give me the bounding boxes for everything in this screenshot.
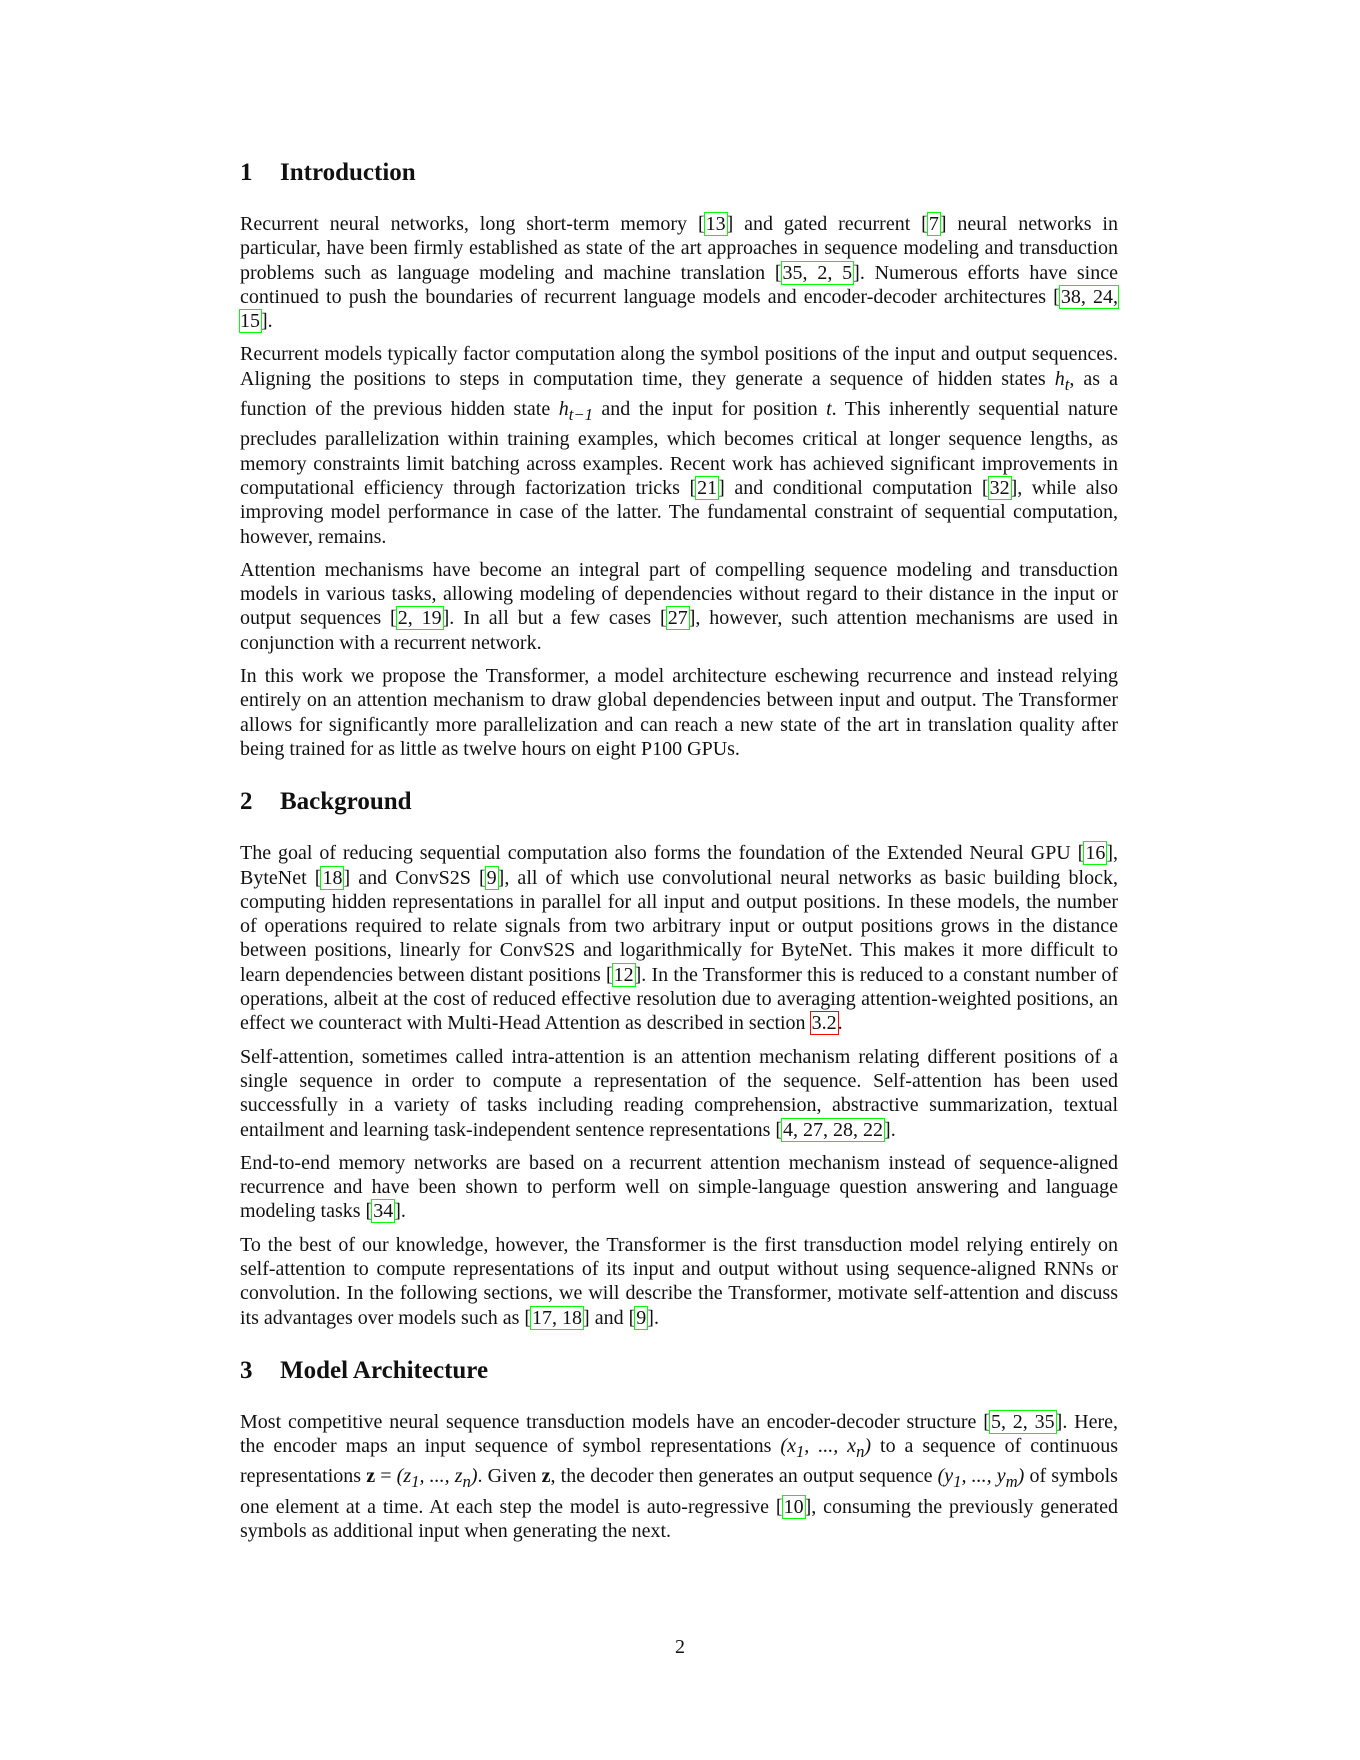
citation-link[interactable]: 9 <box>636 1306 647 1329</box>
citation-link[interactable]: 35, 2, 5 <box>782 261 853 284</box>
citation[interactable]: [9] <box>628 1306 654 1329</box>
citation[interactable]: [7] <box>921 213 947 235</box>
citation-link[interactable]: 13 <box>705 213 726 235</box>
paragraph: The goal of reducing sequential computation also forms the foundation of the Extended Neural GPU [16], ByteNet [18] and ConvS2S [9], all of which use convolutional neural networks as basic building block, computing hidden representations in parallel for all input and output positions. In these models, the number of operations required to relate signals from two arbitrary input or output positions grows in the distance between positions, linearly for ConvS2S and logarithmically for ByteNet. This makes it more difficult to learn dependencies between distant positions [12]. In the Transformer this is reduced to a constant number of operations, albeit at the cost of reduced effective resolution due to averaging attention-weighted positions, an effect we counteract with Multi-Head Attention as described in section 3.2. <box>240 842 1118 1035</box>
citation[interactable]: [18] <box>314 866 351 889</box>
citation[interactable]: [35, 2, 5] <box>774 261 860 284</box>
citation[interactable]: [32] <box>981 476 1018 499</box>
section-body-introduction <box>240 212 1118 761</box>
math-subscript: t−1 <box>568 405 593 425</box>
section-number: 1 <box>240 159 253 186</box>
math-subscript: m <box>1005 1472 1018 1492</box>
section-title: Background <box>280 788 412 816</box>
citation-link[interactable]: 27 <box>667 607 688 630</box>
citation[interactable]: [13] <box>697 213 734 235</box>
math-vector: z <box>366 1465 376 1488</box>
citation[interactable]: [4, 27, 28, 22] <box>775 1118 891 1141</box>
math-expression: ($z_1$, ..., $z_n$) <box>396 1465 478 1492</box>
paragraph: Attention mechanisms have become an integral part of compelling sequence modeling and transduction models in various tasks, allowing modeling of dependencies without regard to their distance in the input or output sequences [2, 19]. In all but a few cases [27], however, such attention mechanisms are used in conjunction with a recurrent network. <box>240 558 1119 654</box>
math-subscript: t <box>1064 374 1070 394</box>
math-subscript: n <box>856 1442 865 1462</box>
page-number: 2 <box>675 1636 685 1658</box>
section-title: Introduction <box>280 159 416 186</box>
citation-link[interactable]: 17, 18 <box>532 1306 583 1329</box>
citation-link[interactable]: 4, 27, 28, 22 <box>783 1118 884 1141</box>
section-number: 3 <box>240 1356 253 1384</box>
section-body-background <box>240 841 1118 1330</box>
section-heading-model-architecture <box>240 1356 1118 1386</box>
math-vector: z <box>541 1465 551 1488</box>
citation[interactable]: [17, 18] <box>524 1306 590 1329</box>
math-subscript: 1 <box>411 1472 420 1492</box>
citation[interactable]: [9] <box>478 866 505 889</box>
paragraph: In this work we propose the Transformer, a model architecture eschewing recurrence and instead relying entirely on an attention mechanism to draw global dependencies between input and output. The Transformer allows for significantly more parallelization and can reach a new state of the art in translation quality after being trained for as little as twelve hours on eight P100 GPUs. <box>240 665 1118 760</box>
section-body-model-architecture <box>240 1410 1118 1543</box>
citation[interactable]: [12] <box>605 963 642 986</box>
paragraph: To the best of our knowledge, however, the Transformer is the first transduction model relying entirely on self-attention to compute representations of its input and output without using sequence-aligned RNNs or convolution. In the following sections, we will describe the Transformer, motivate self-attention and discuss its advantages over models such as [17, 18] and [9]. <box>240 1233 1118 1329</box>
math-expression: $h_t$ <box>1054 367 1070 394</box>
paper-page <box>240 150 1118 1552</box>
paragraph: End-to-end memory networks are based on a recurrent attention mechanism instead of sequence-aligned recurrence and have been shown to perform well on simple-language question answering and language modeling tasks [34]. <box>240 1151 1118 1223</box>
citation[interactable]: [2, 19] <box>390 607 450 630</box>
citation[interactable]: [5, 2, 35] <box>983 1410 1063 1433</box>
math-subscript: n <box>462 1472 471 1492</box>
citation-link[interactable]: 2, 19 <box>397 607 442 630</box>
citation-link[interactable]: 18 <box>322 866 343 889</box>
citation-link[interactable]: 21 <box>697 476 718 499</box>
section-number: 2 <box>240 788 253 816</box>
citation[interactable]: [21] <box>689 476 725 499</box>
citation-link[interactable]: 16 <box>1085 842 1106 865</box>
math-subscript: 1 <box>795 1442 805 1462</box>
citation[interactable]: [27] <box>660 607 696 630</box>
citation-link[interactable]: 7 <box>928 213 939 235</box>
citation-link[interactable]: 32 <box>989 476 1010 499</box>
paragraph: Recurrent models typically factor computation along the symbol positions of the input and output sequences. Aligning the positions to steps in computation time, they generate a sequence of hidden states $h_t$, as a function of the previous hidden state $h_{t-1}$ and the input for position t. This inherently sequential nature precludes parallelization within training examples, which becomes critical at longer sequence lengths, as memory constraints limit batching across examples. Recent work has achieved significant improvements in computational efficiency through factorization tricks [21] and conditional computation [32], while also improving model performance in case of the latter. The fundamental constraint of sequential computation, however, remains. <box>240 343 1118 548</box>
section-title: Model Architecture <box>280 1356 489 1384</box>
citation-link[interactable]: 34 <box>373 1200 394 1223</box>
citation-link[interactable]: 9 <box>486 866 497 889</box>
citation[interactable]: [10] <box>775 1495 812 1518</box>
math-expression: ($x_1$, ..., $x_n$) <box>780 1435 872 1462</box>
paragraph: Recurrent neural networks, long short-term memory [13] and gated recurrent [7] neural networks in particular, have been firmly established as state of the art approaches in sequence modeling and transduction problems such as language modeling and machine translation [35, 2, 5]. Numerous efforts have since continued to push the boundaries of recurrent language models and encoder-decoder architectures [38, 24, 15]. <box>240 213 1119 333</box>
section-reference-link[interactable]: 3.2 <box>811 1012 837 1035</box>
citation[interactable]: [38, 24, 15] <box>240 285 1119 333</box>
math-expression: ($y_1$, ..., $y_m$) <box>937 1465 1025 1492</box>
citation[interactable]: [34] <box>365 1200 401 1223</box>
citation-link[interactable]: 12 <box>613 963 634 986</box>
section-heading-background <box>240 787 1118 817</box>
citation-link[interactable]: 38, 24, 15 <box>240 285 1119 333</box>
paragraph: Self-attention, sometimes called intra-attention is an attention mechanism relating different positions of a single sequence in order to compute a representation of the sequence. Self-attention has been used successfully in a variety of tasks including reading comprehension, abstractive summarization, textual entailment and learning task-independent sentence representations [4, 27, 28, 22]. <box>240 1045 1118 1141</box>
citation-link[interactable]: 10 <box>783 1495 804 1518</box>
math-expression: t <box>826 398 832 421</box>
citation[interactable]: [16] <box>1077 842 1113 865</box>
math-expression: $h_{t-1}$ <box>558 398 593 425</box>
section-heading-introduction <box>240 158 1118 188</box>
paragraph: Most competitive neural sequence transduction models have an encoder-decoder structure [5, 2, 35]. Here, the encoder maps an input sequence of symbol representations ($x_1$, ..., $x_n$) to a sequence of continuous representations $z = (z_1$, ..., $z_n$). Given z, the decoder then generates an output sequence ($y_1$, ..., $y_m$) of symbols one element at a time. At each step the model is auto-regressive [10], consuming the previously generated symbols as additional input when generating the next. <box>240 1410 1119 1543</box>
citation-link[interactable]: 5, 2, 35 <box>990 1410 1055 1433</box>
math-subscript: 1 <box>953 1472 962 1492</box>
